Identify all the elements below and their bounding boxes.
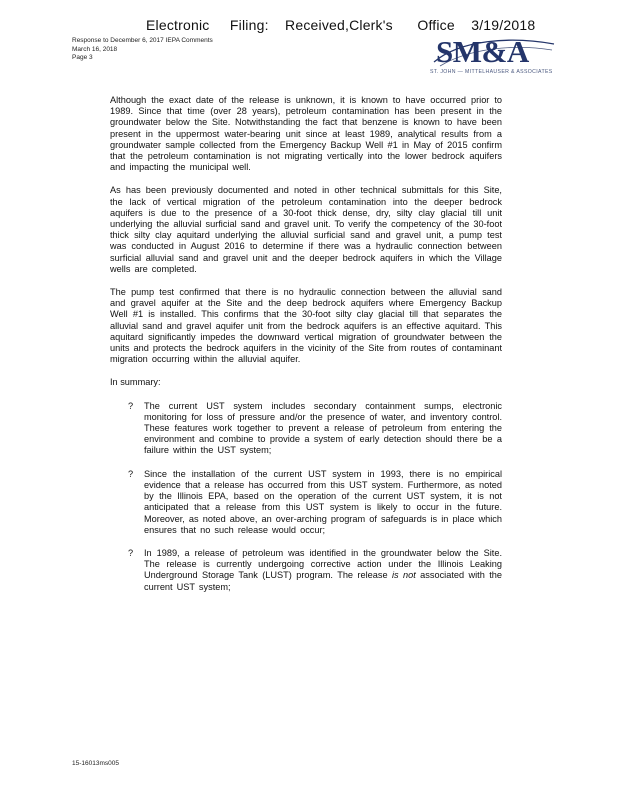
logo-subtitle: ST. JOHN — MITTELHAUSER & ASSOCIATES: [430, 69, 553, 75]
meta-date-line: March 16, 2018: [72, 45, 118, 53]
body-paragraph-2: As has been previously documented and noted in other technical submittals for this Site, the lack of vertical migration of the petroleum contamination into the deeper bedrock aquifers is due to the presence of a 30-foot thick dense, dry, silty clay glacial till unit underlying the alluvial surficial sand and gravel unit. To verify the competency of the 30-foot thick silty clay aquitard underlying the alluvial surficial sand and gravel unit, a pump test was conducted in August 2016 to determine if there was a hydraulic connection between surficial alluvial sand and gravel unit and the deeper bedrock aquifers in which the Village wells are completed.: [110, 185, 502, 274]
bullet-icon: ?: [128, 400, 134, 411]
bullet-icon: ?: [128, 547, 134, 558]
summary-heading: In summary:: [110, 377, 161, 388]
summary-item-text: Since the installation of the current UST system in 1993, there is no empirical evidence that a release has occurred from this UST system. Furthermore, as noted by the Illinois EPA, based on the operation of the current UST system, it is not anticipated that a release from this UST system is likely to occur in the future. Moreover, as noted above, an over-arching program of safeguards is in place which ensures that no such release would occur;: [144, 468, 502, 535]
summary-item-2: [110, 469, 502, 536]
summary-item-3: [110, 548, 502, 593]
summary-item-text-start: In 1989, a release of petroleum was identified in the groundwater below the Site. The release is currently undergoing corrective action under the Illinois Leaking Underground Storage Tank (LUST) program. The release: [144, 547, 502, 581]
logo-mark: SM&A: [436, 34, 529, 69]
document-code: 15-16013ms005: [72, 760, 119, 767]
meta-page-line: Page 3: [72, 54, 93, 62]
summary-item-1: [110, 401, 502, 457]
summary-list: [110, 401, 502, 593]
meta-subject-line: Response to December 6, 2017 IEPA Comments: [72, 37, 213, 44]
bullet-icon: ?: [128, 468, 134, 479]
electronic-filing-stamp: Electronic Filing: Received,Clerk's Office 3/19/2018: [146, 17, 536, 33]
body-paragraph-1: Although the exact date of the release is unknown, it is known to have occurred prior to 1989. Since that time (over 28 years), petroleum contamination has been present in the groundwater below the Site. Notwithstanding the fact that benzene is known to have been present in the uppermost water-bearing unit since at least 1989, analytical results from a groundwater sample collected from the Emergency Backup Well #1 in May of 2015 confirm that the petroleum contamination is not migrating vertically into the lower bedrock aquifers and impacting the municipal well.: [110, 95, 502, 173]
letter-body: [110, 95, 502, 605]
summary-item-text-end: associated with the current UST system;: [144, 570, 502, 592]
summary-item-text: The current UST system includes secondary containment sumps, electronic monitoring for loss of pressure and/or the presence of water, and inventory control. These features work together to prevent a release of petroleum from entering the environment and combine to provide a system of early detection should there be a failure within the UST system;: [144, 400, 502, 456]
summary-item-emphasis: is not: [391, 570, 416, 581]
letter-header-meta: [72, 37, 213, 63]
body-paragraph-3: The pump test confirmed that there is no hydraulic connection between the alluvial sand and gravel aquifer at the Site and the deep bedrock aquifers where Emergency Backup Well #1 is installed. This confirms that the 30-foot silty clay glacial till that separates the alluvial sand and gravel aquifer unit from the bedrock aquifers is an effective aquitard. This aquitard significantly impedes the downward vertical migration of groundwater between the units and protects the bedrock aquifers in the vicinity of the Site from routes of contaminant migration occurring within the alluvial aquifer.: [110, 287, 502, 365]
company-logo: [430, 36, 560, 78]
